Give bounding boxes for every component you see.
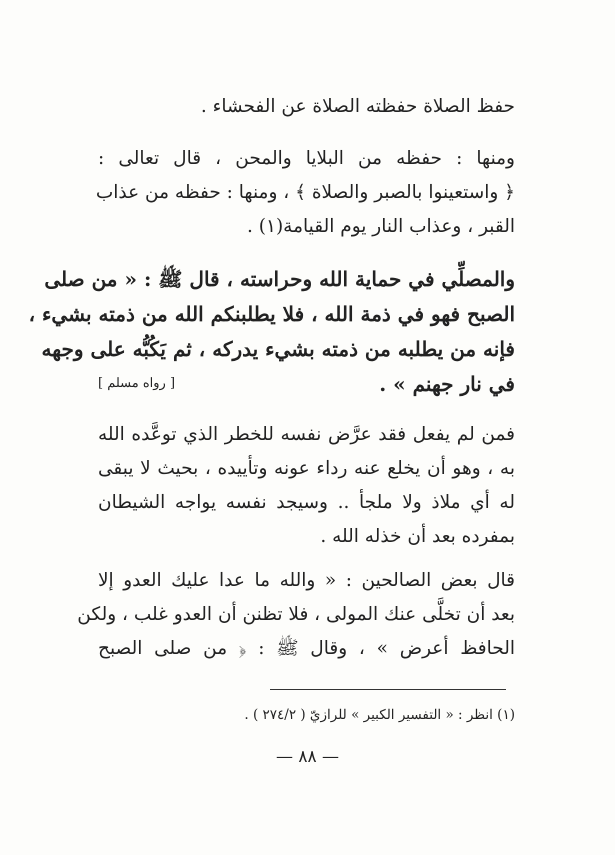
text-line-2: ومنها : حفظه من البلايا والمحن ، قال تعالى :	[98, 148, 515, 169]
text-line-9: فمن لم يفعل فقد عرَّض نفسه للخطر الذي توعَّده الله	[98, 424, 515, 445]
text-line-15: الحافظ أعرض » ، وقال ﷺ : ﴿ من صلى الصبح	[98, 638, 515, 659]
text-line-6: الصبح فهو في ذمة الله ، فلا يطلبنكم الله من ذمته بشيء ،	[28, 302, 515, 326]
text-line-4: القبر ، وعذاب النار يوم القيامة(١) .	[247, 216, 515, 237]
footnote: (١) انظر : « التفسير الكبير » للرازيّ ( ٢٧٤/٢ ) .	[244, 707, 515, 723]
text-line-8	[98, 369, 515, 399]
text-line-12: بمفرده بعد أن خذله الله .	[320, 526, 515, 547]
footnote-divider	[270, 689, 506, 690]
text-line-13: قال بعض الصالحين : « والله ما عدا عليك العدو إلا	[98, 570, 515, 591]
page-number: — ٨٨ —	[275, 747, 340, 767]
text-line-1: حفظ الصلاة حفظته الصلاة عن الفحشاء .	[200, 96, 515, 117]
hadith-ending: في نار جهنم » .	[379, 372, 515, 396]
text-line-11: له أي ملاذ ولا ملجأ .. وسيجد نفسه يواجه الشيطان	[98, 492, 515, 513]
text-line-14: بعد أن تخلَّى عنك المولى ، فلا تظنن أن العدو غلب ، ولكن	[77, 604, 515, 625]
source-note: [ رواه مسلم ]	[98, 376, 176, 391]
text-line-3: ﴿ واستعينوا بالصبر والصلاة ﴾ ، ومنها : حفظه من عذاب	[95, 182, 515, 203]
text-line-10: به ، وهو أن يخلع عنه رداء عونه وتأييده ، بحيث لا يبقى	[98, 458, 515, 479]
text-line-5: والمصلِّي في حماية الله وحراسته ، قال ﷺ : « من صلى	[44, 267, 515, 291]
text-line-7: فإنه من يطلبه من ذمته بشيء يدركه ، ثم يَكُبُّه على وجهه	[41, 337, 515, 361]
